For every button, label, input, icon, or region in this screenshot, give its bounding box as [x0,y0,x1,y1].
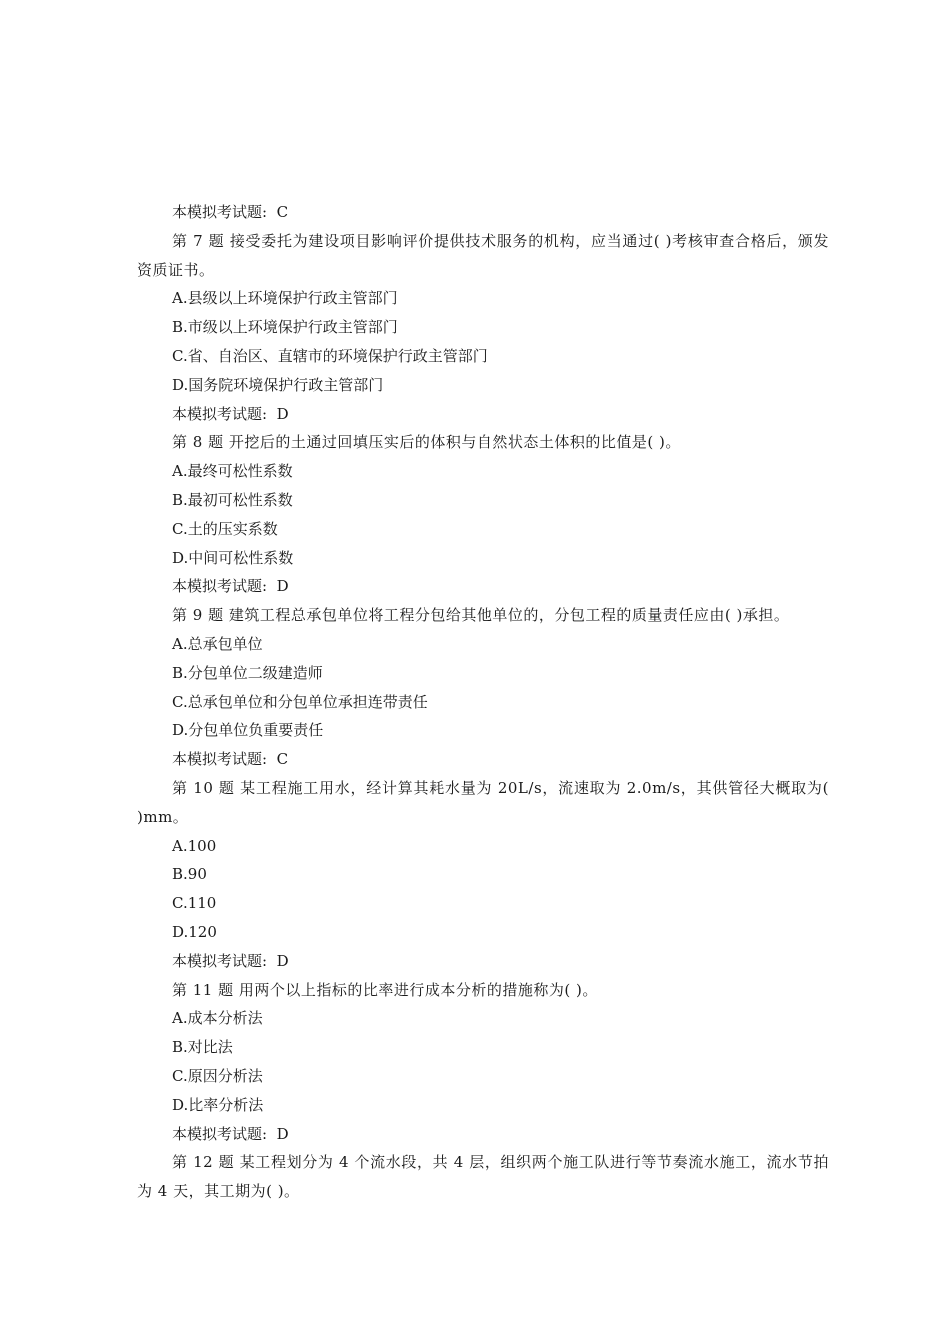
option-b: B.对比法 [172,1038,233,1057]
question-8: 第 8 题 开挖后的土通过回填压实后的体积与自然状态土体积的比值是( )。 [172,433,681,452]
answer-line: 本模拟考试题: D [172,577,289,596]
question-9: 第 9 题 建筑工程总承包单位将工程分包给其他单位的，分包工程的质量责任应由( )承担。 [172,606,790,625]
answer-line: 本模拟考试题: D [172,404,289,423]
answer-line: 本模拟考试题: C [172,203,289,221]
option-b: B.分包单位二级建造师 [172,663,323,682]
question-12: 第 12 题 某工程划分为 4 个流水段，共 4 层，组织两个施工队进行等节奏流水施工，流水节拍为 4 天，其工期为( )。 [137,1153,829,1201]
option-a: A.100 [172,836,217,855]
question-11: 第 11 题 用两个以上指标的比率进行成本分析的措施称为( )。 [172,980,598,999]
option-b: B.90 [172,865,207,884]
answer-line: 本模拟考试题: D [172,951,289,970]
option-a: A.最终可松性系数 [172,462,293,481]
option-b: B.市级以上环境保护行政主管部门 [172,318,398,337]
option-d: D.120 [172,922,217,941]
option-b: B.最初可松性系数 [172,490,293,509]
question-7: 第 7 题 接受委托为建设项目影响评价提供技术服务的机构，应当通过( )考核审查合格后，颁发资质证书。 [137,231,829,279]
document-body [137,198,829,1206]
option-a: A.总承包单位 [172,634,263,653]
option-c: C.省、自治区、直辖市的环境保护行政主管部门 [172,346,488,365]
option-d: D.比率分析法 [172,1095,264,1114]
option-a: A.成本分析法 [172,1009,263,1028]
option-c: C.土的压实系数 [172,519,278,538]
answer-line: 本模拟考试题: D [172,1124,289,1143]
option-c: C.总承包单位和分包单位承担连带责任 [172,692,428,711]
option-d: D.中间可松性系数 [172,548,294,567]
option-d: D.国务院环境保护行政主管部门 [172,375,384,394]
answer-line: 本模拟考试题: C [172,750,289,769]
option-c: C.原因分析法 [172,1066,263,1085]
option-c: C.110 [172,894,217,913]
option-d: D.分包单位负重要责任 [172,721,324,740]
option-a: A.县级以上环境保护行政主管部门 [172,289,398,308]
question-10: 第 10 题 某工程施工用水，经计算其耗水量为 20L/s，流速取为 2.0m/s，其供管径大概取为( )mm。 [137,778,829,826]
